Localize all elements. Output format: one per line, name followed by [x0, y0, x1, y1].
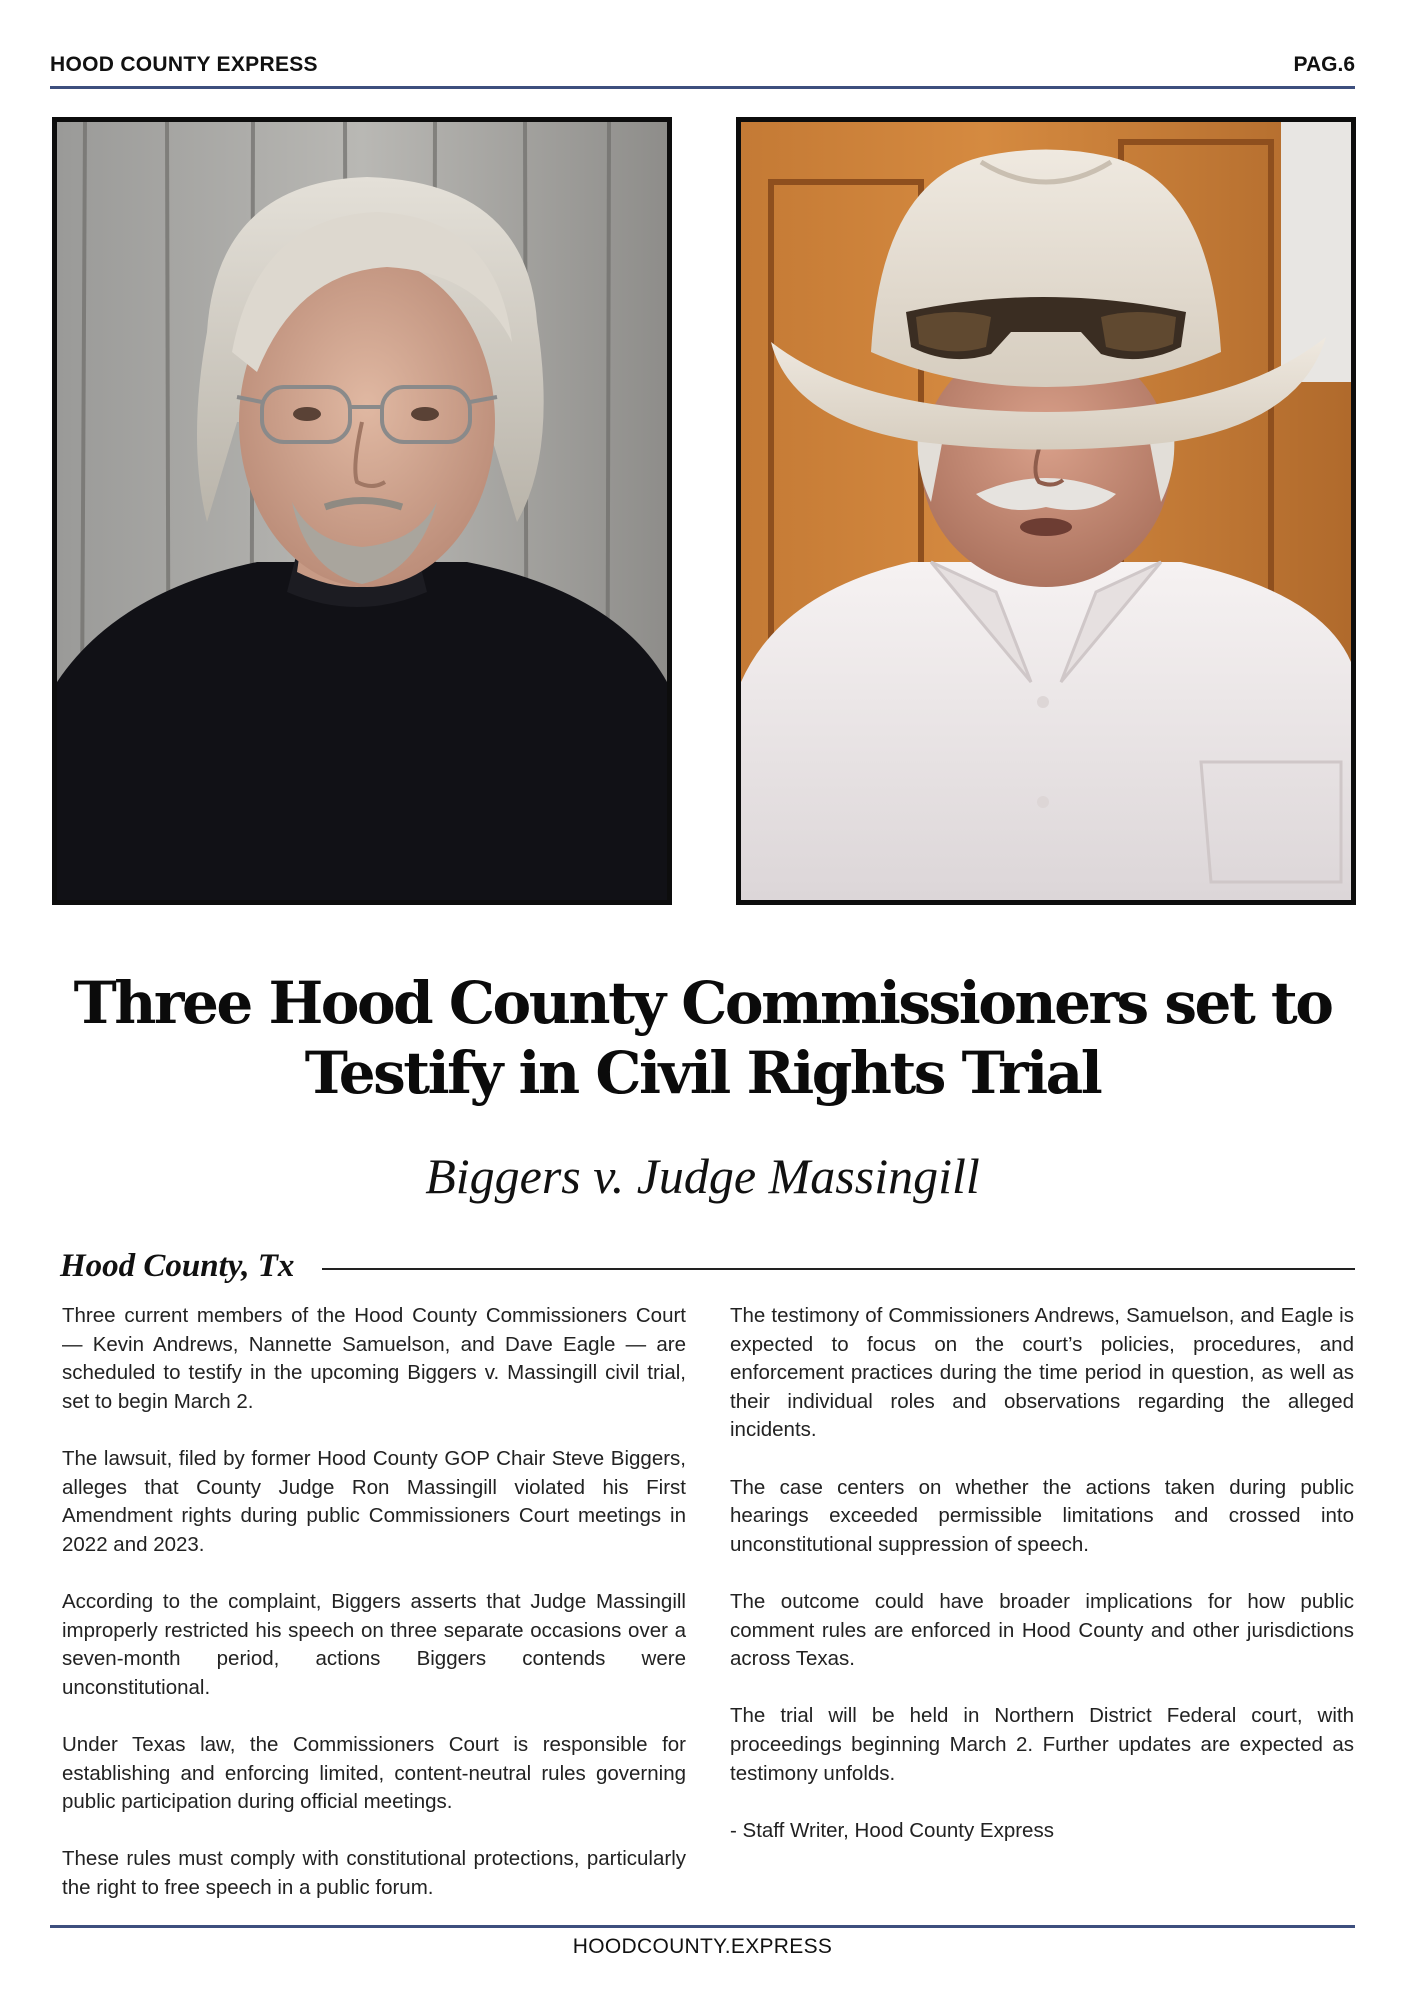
masthead — [50, 50, 1355, 89]
article-headline — [60, 968, 1345, 1108]
page-number: PAG.6 — [1293, 53, 1355, 76]
portrait-photo-icon — [741, 122, 1351, 900]
photo-right — [736, 117, 1356, 905]
publication-name: HOOD COUNTY EXPRESS — [50, 53, 318, 76]
portrait-photo-icon — [57, 122, 667, 900]
paragraph: The testimony of Commissioners Andrews, Samuelson, and Eagle is expected to focus on the court’s policies, procedures, and enforcement practices during the time period in question, as well as their individual roles and observations regarding the alleged incidents. — [730, 1304, 1354, 1442]
paragraph: The lawsuit, filed by former Hood County GOP Chair Steve Biggers, alleges that County Judge Ron Massingill violated his First Amendment rights during public Commissioners Court meetings in 2022 and 2023. — [62, 1446, 686, 1556]
author-signoff: - Staff Writer, Hood County Express — [730, 1818, 1054, 1842]
paragraph: The trial will be held in Northern District Federal court, with proceedings beginning March 2. Further updates are expected as testimony unfolds. — [730, 1704, 1354, 1785]
paragraph: Under Texas law, the Commissioners Court is responsible for establishing and enforcing limited, content-neutral rules governing public participation during official meetings. — [62, 1732, 686, 1814]
paragraph: According to the complaint, Biggers asserts that Judge Massingill improperly restricted his speech on three separate occasions over a seven-month period, actions Biggers contends were unconstitutional. — [62, 1589, 686, 1699]
article-column-left — [62, 1302, 686, 1931]
paragraph: Three current members of the Hood County Commissioners Court — Kevin Andrews, Nannette Samuelson, and Dave Eagle — are scheduled to testify in the upcoming Biggers v. Massingill civil trial, set to begin March 2. — [62, 1304, 686, 1413]
dateline-rule — [322, 1268, 1355, 1270]
dateline: Hood County, Tx — [60, 1246, 302, 1286]
headline-line-2: Testify in Civil Rights Trial — [304, 1039, 1101, 1107]
paragraph: The outcome could have broader implications for how public comment rules are enforced in Hood County and other jurisdictions across Texas. — [730, 1589, 1354, 1671]
article-column-right — [730, 1302, 1354, 1874]
headline-line-1: Three Hood County Commissioners set to — [73, 969, 1332, 1037]
page-footer — [50, 1925, 1355, 1959]
article-subhead: Biggers v. Judge Massingill — [425, 1148, 980, 1204]
paragraph: The case centers on whether the actions taken during public hearings exceeded permissible limitations and crossed into unconstitutional suppression of speech. — [730, 1475, 1354, 1556]
dateline-row — [60, 1246, 1355, 1286]
paragraph: These rules must comply with constitutional protections, particularly the right to free speech in a public forum. — [62, 1847, 686, 1899]
photo-left — [52, 117, 672, 905]
footer-site-link[interactable]: HOODCOUNTY.EXPRESS — [572, 1935, 833, 1958]
